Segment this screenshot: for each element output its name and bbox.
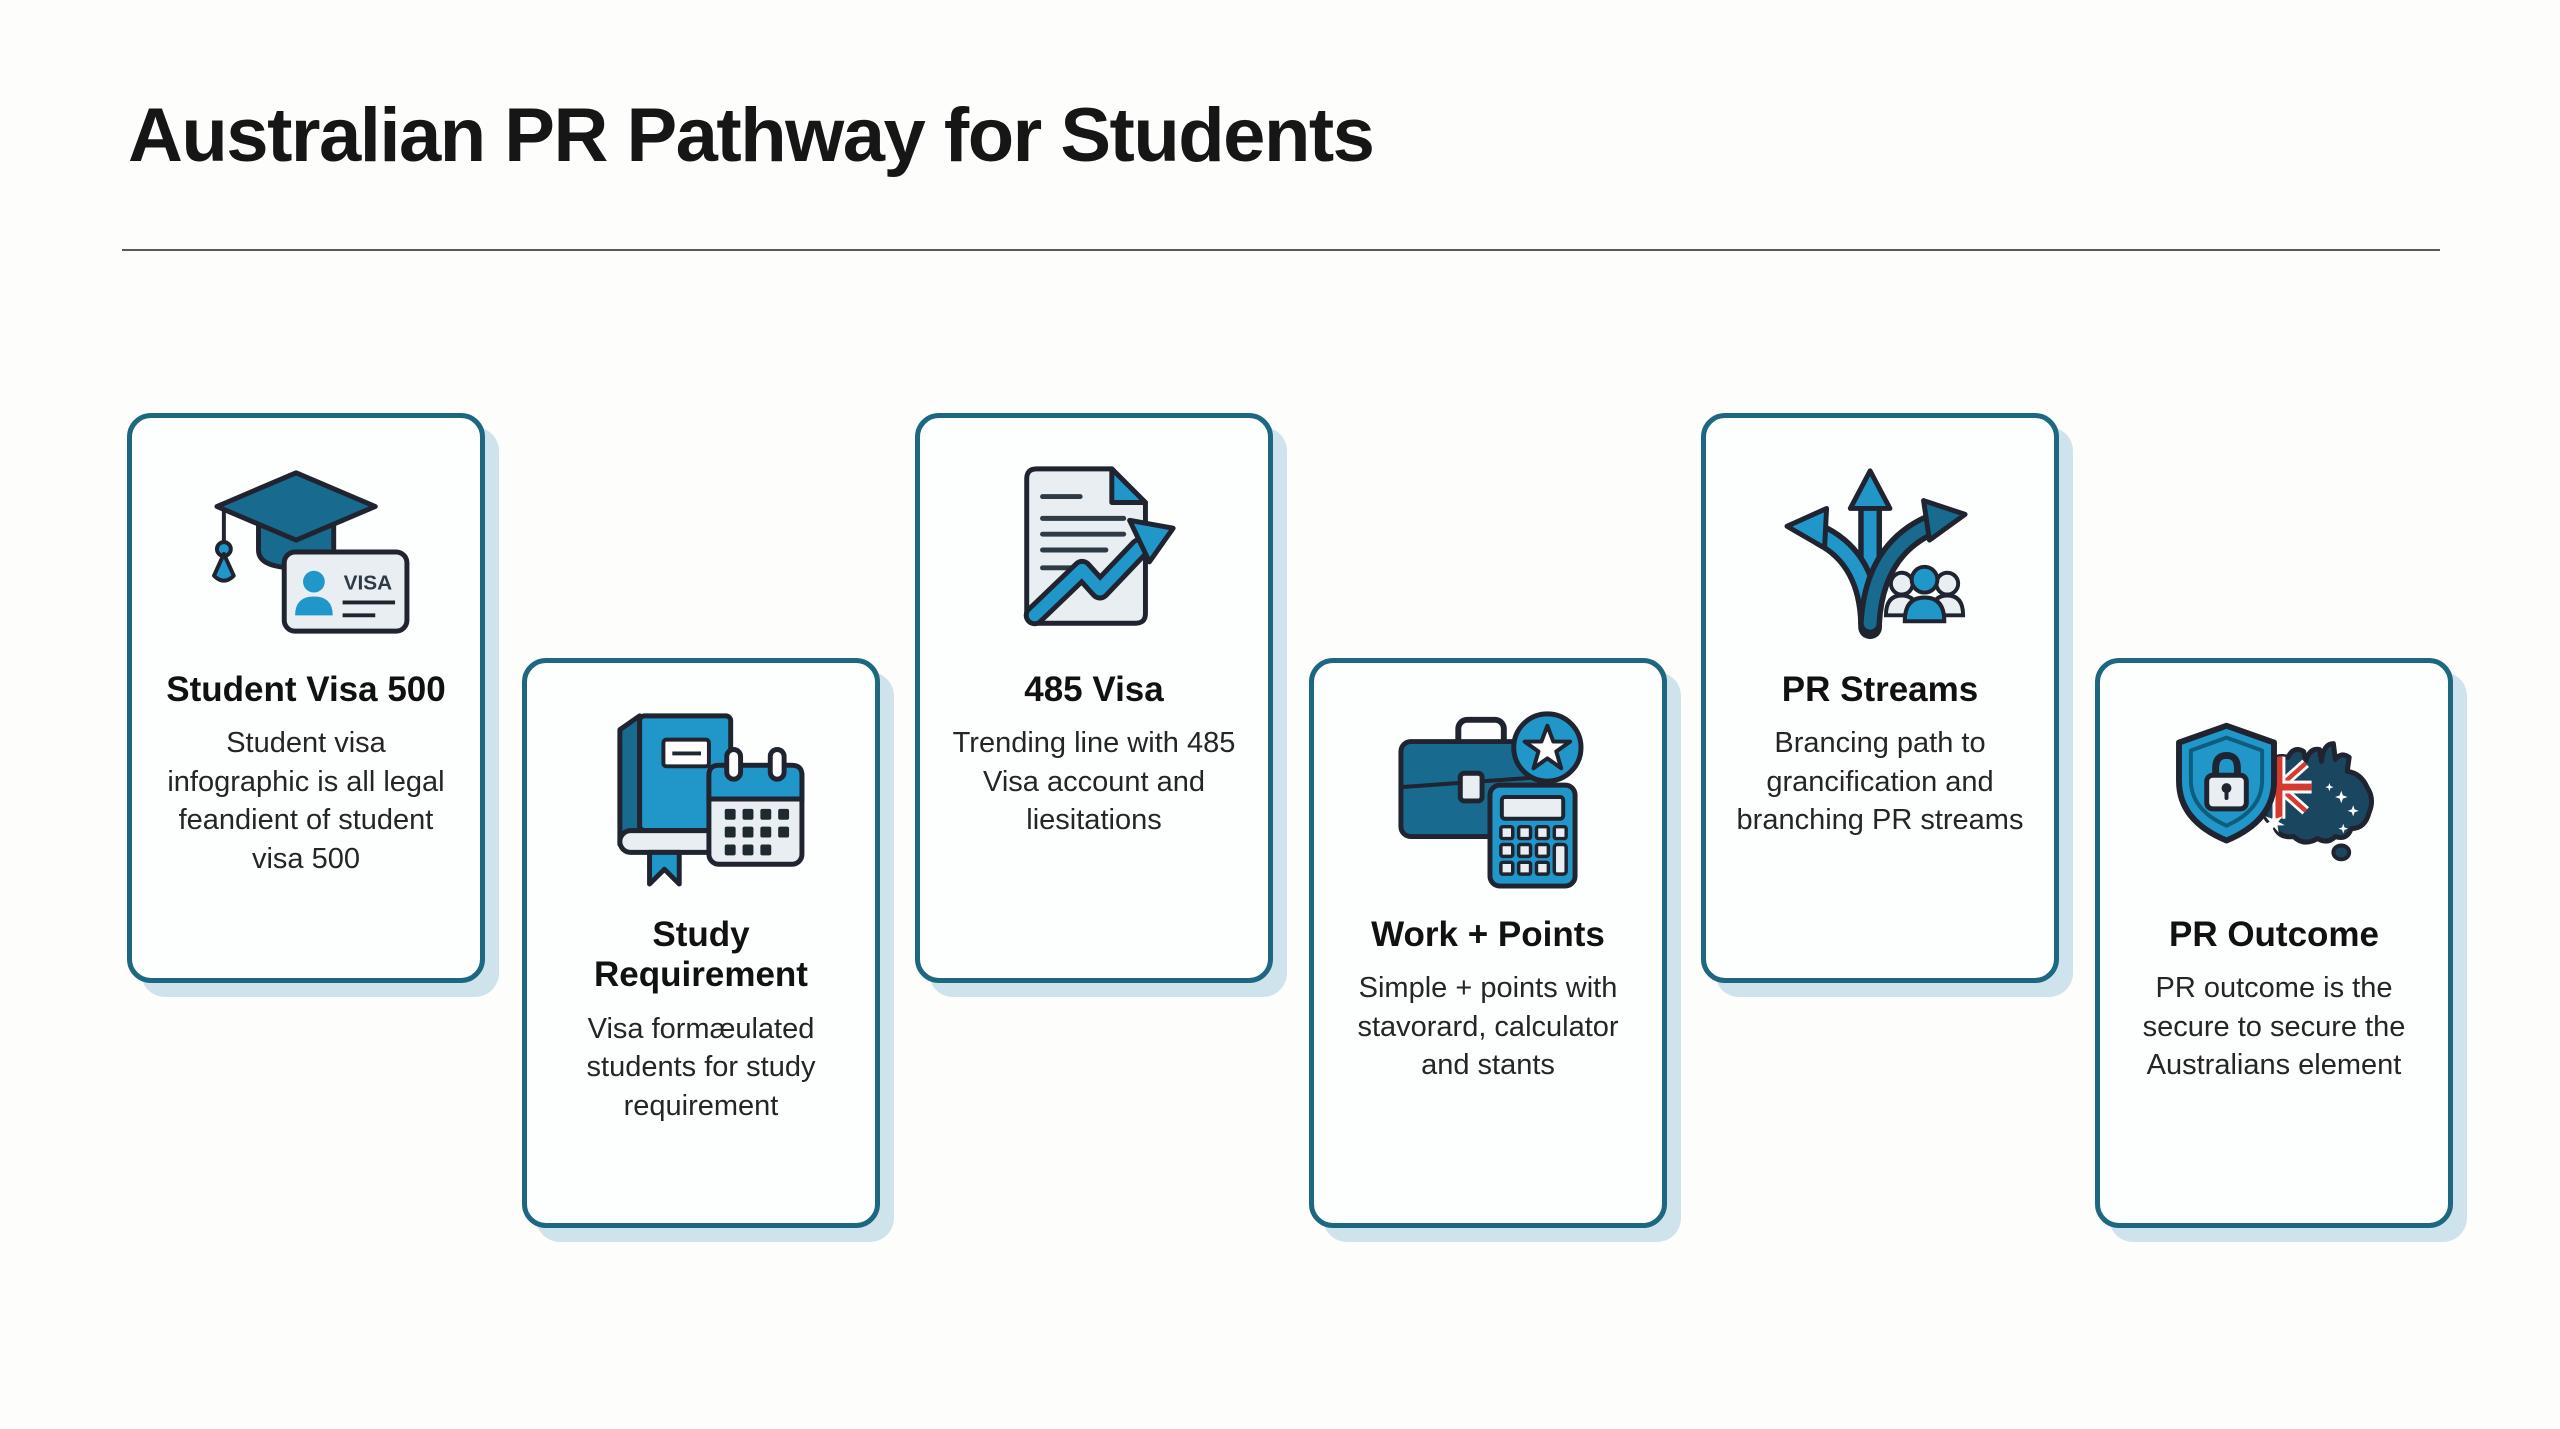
card-title: 485 Visa: [1024, 670, 1164, 709]
card-title: Study Requirement: [594, 915, 808, 995]
card-title: Work + Points: [1371, 915, 1605, 954]
card-pr-streams: [1701, 413, 2059, 983]
card-description: Brancing path to grancification and branching PR streams: [1736, 727, 2024, 837]
card-work-points: [1309, 658, 1667, 1228]
document-trend-arrow-icon: [920, 418, 1268, 670]
card-description: Visa formæulated students for study requirement: [586, 1012, 816, 1122]
card-description: Simple + points with stavorard, calculator and stants: [1357, 972, 1619, 1082]
page-title: Australian PR Pathway for Students: [128, 93, 1374, 178]
card-study-requirement: [522, 658, 880, 1228]
card-description: Trending line with 485 Visa account and liesitations: [952, 727, 1236, 837]
shield-lock-australia-map-icon: [2100, 663, 2448, 915]
card-description: PR outcome is the secure to secure the Australians element: [2142, 972, 2406, 1082]
card-title: Student Visa 500: [166, 670, 446, 709]
card-485-visa: [915, 413, 1273, 983]
branching-arrows-people-icon: [1706, 418, 2054, 670]
card-student-visa-500: [127, 413, 485, 983]
card-description: Student visa infographic is all legal feandient of student visa 500: [167, 727, 445, 875]
card-pr-outcome: [2095, 658, 2453, 1228]
card-title: PR Streams: [1781, 670, 1979, 709]
title-divider: [122, 249, 2440, 251]
book-calendar-icon: [527, 663, 875, 915]
briefcase-calculator-star-icon: [1314, 663, 1662, 915]
svg-text:VISA: VISA: [343, 571, 393, 595]
card-title: PR Outcome: [2168, 915, 2380, 954]
graduation-cap-visa-card-icon: [132, 418, 480, 670]
